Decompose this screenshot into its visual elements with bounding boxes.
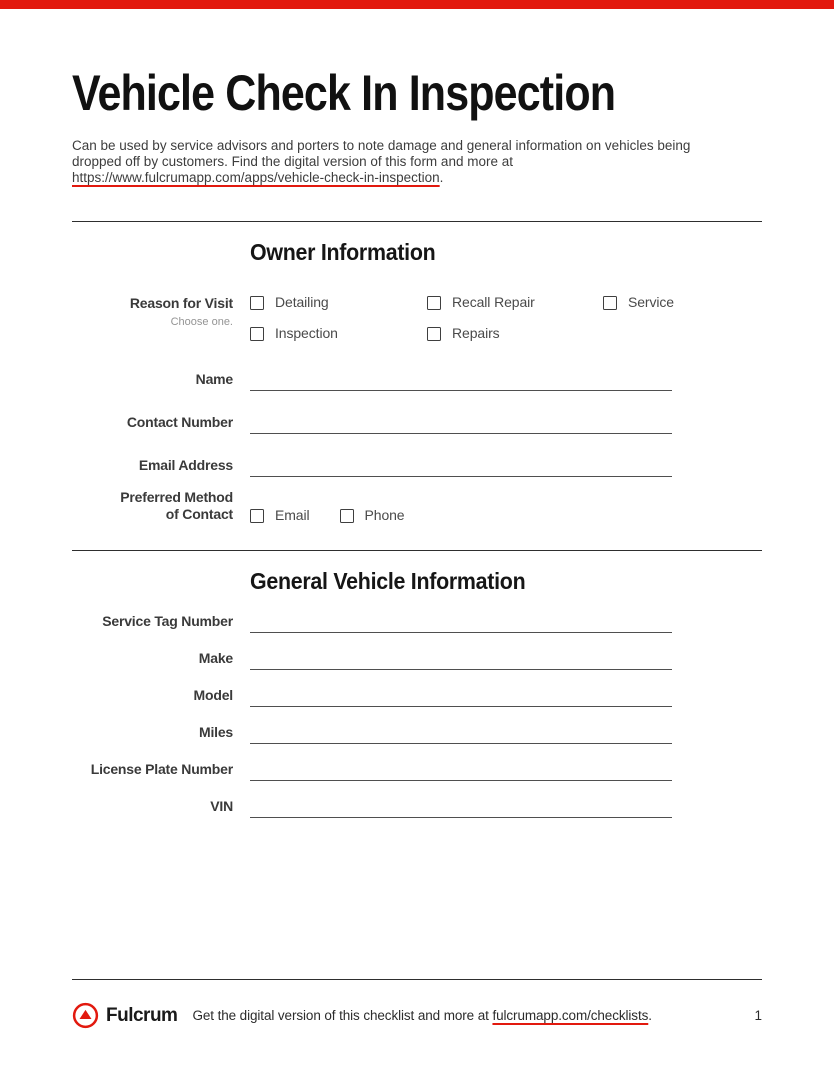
checkbox-label: Repairs — [452, 325, 500, 341]
miles-label: Miles — [198, 724, 233, 740]
contact-number-field-row — [72, 413, 762, 434]
make-label: Make — [198, 650, 233, 666]
vin-field-row — [72, 797, 762, 818]
checkbox-option-inspection[interactable] — [250, 326, 427, 341]
miles-field-row — [72, 723, 762, 744]
preferred-method-options — [250, 508, 672, 523]
footer-divider — [72, 979, 762, 980]
checkbox-icon[interactable] — [250, 327, 264, 341]
description-period: . — [439, 170, 444, 185]
footer — [0, 1002, 834, 1029]
reason-for-visit-row — [72, 295, 762, 341]
license-plate-number-field-row — [72, 760, 762, 781]
checkbox-icon[interactable] — [250, 509, 264, 523]
section-divider — [72, 550, 762, 551]
preferred-method-label-line2: of Contact — [165, 506, 233, 522]
checkbox-label: Phone — [364, 507, 405, 523]
footer-text-period: . — [648, 1008, 652, 1023]
fulcrum-brand — [72, 1002, 177, 1029]
make-input-line[interactable] — [250, 649, 672, 670]
name-label: Name — [195, 371, 233, 387]
model-field-row — [72, 686, 762, 707]
vin-label: VIN — [210, 798, 233, 814]
checkbox-icon[interactable] — [250, 296, 264, 310]
checkbox-label: Inspection — [275, 325, 338, 341]
checkbox-option-email[interactable] — [250, 508, 310, 523]
miles-input-line[interactable] — [250, 723, 672, 744]
footer-text — [192, 1008, 651, 1023]
checkbox-option-phone[interactable] — [340, 508, 405, 523]
form-url-link[interactable]: https://www.fulcrumapp.com/apps/vehicle-check-in-inspection — [72, 170, 440, 185]
reason-options-group — [250, 295, 672, 341]
checkbox-label: Detailing — [275, 294, 329, 310]
checkbox-option-service[interactable] — [603, 295, 674, 310]
checkbox-label: Service — [628, 294, 674, 310]
contact-number-label: Contact Number — [126, 414, 233, 430]
service-tag-number-field-row — [72, 612, 762, 633]
checklists-link[interactable]: fulcrumapp.com/checklists — [492, 1008, 649, 1023]
checkbox-option-recall-repair[interactable] — [427, 295, 603, 310]
checkbox-label: Recall Repair — [452, 294, 535, 310]
model-input-line[interactable] — [250, 686, 672, 707]
top-accent-bar — [0, 0, 834, 9]
checkbox-icon[interactable] — [427, 296, 441, 310]
checkbox-label: Email — [275, 507, 310, 523]
reason-for-visit-label: Reason for Visit — [129, 295, 233, 311]
description — [72, 138, 704, 186]
fulcrum-wordmark: Fulcrum — [106, 1004, 178, 1026]
checkbox-option-repairs[interactable] — [427, 326, 603, 341]
model-label: Model — [193, 687, 233, 703]
choose-one-hint: Choose one. — [170, 316, 233, 328]
fulcrum-logo-icon — [72, 1002, 99, 1029]
license-plate-number-label: License Plate Number — [90, 761, 233, 777]
license-plate-number-input-line[interactable] — [250, 760, 672, 781]
owner-section-heading: Owner Information — [250, 239, 436, 265]
checkbox-icon[interactable] — [340, 509, 354, 523]
vin-input-line[interactable] — [250, 797, 672, 818]
checkbox-icon[interactable] — [427, 327, 441, 341]
footer-text-prefix: Get the digital version of this checklist and more at — [192, 1008, 493, 1023]
checkbox-option-detailing[interactable] — [250, 295, 427, 310]
email-address-label: Email Address — [138, 457, 233, 473]
service-tag-number-label: Service Tag Number — [102, 613, 233, 629]
email-address-field-row — [72, 456, 762, 477]
vehicle-fields — [72, 612, 762, 818]
page-title: Vehicle Check In Inspection — [72, 65, 616, 121]
owner-information-section — [72, 239, 762, 523]
preferred-method-label-line1: Preferred Method — [120, 489, 233, 505]
description-text: Can be used by service advisors and porters to note damage and general information on vehicles being dropped off by customers. Find the digital version of this form and more at — [72, 138, 691, 169]
contact-number-input-line[interactable] — [250, 413, 672, 434]
general-vehicle-information-section — [72, 568, 762, 818]
preferred-method-row — [72, 489, 762, 523]
email-address-input-line[interactable] — [250, 456, 672, 477]
service-tag-number-input-line[interactable] — [250, 612, 672, 633]
section-divider — [72, 221, 762, 222]
make-field-row — [72, 649, 762, 670]
checkbox-icon[interactable] — [603, 296, 617, 310]
name-field-row — [72, 370, 762, 391]
page-number: 1 — [754, 1008, 762, 1023]
owner-fields — [72, 370, 762, 477]
name-input-line[interactable] — [250, 370, 672, 391]
vehicle-section-heading: General Vehicle Information — [250, 568, 526, 594]
